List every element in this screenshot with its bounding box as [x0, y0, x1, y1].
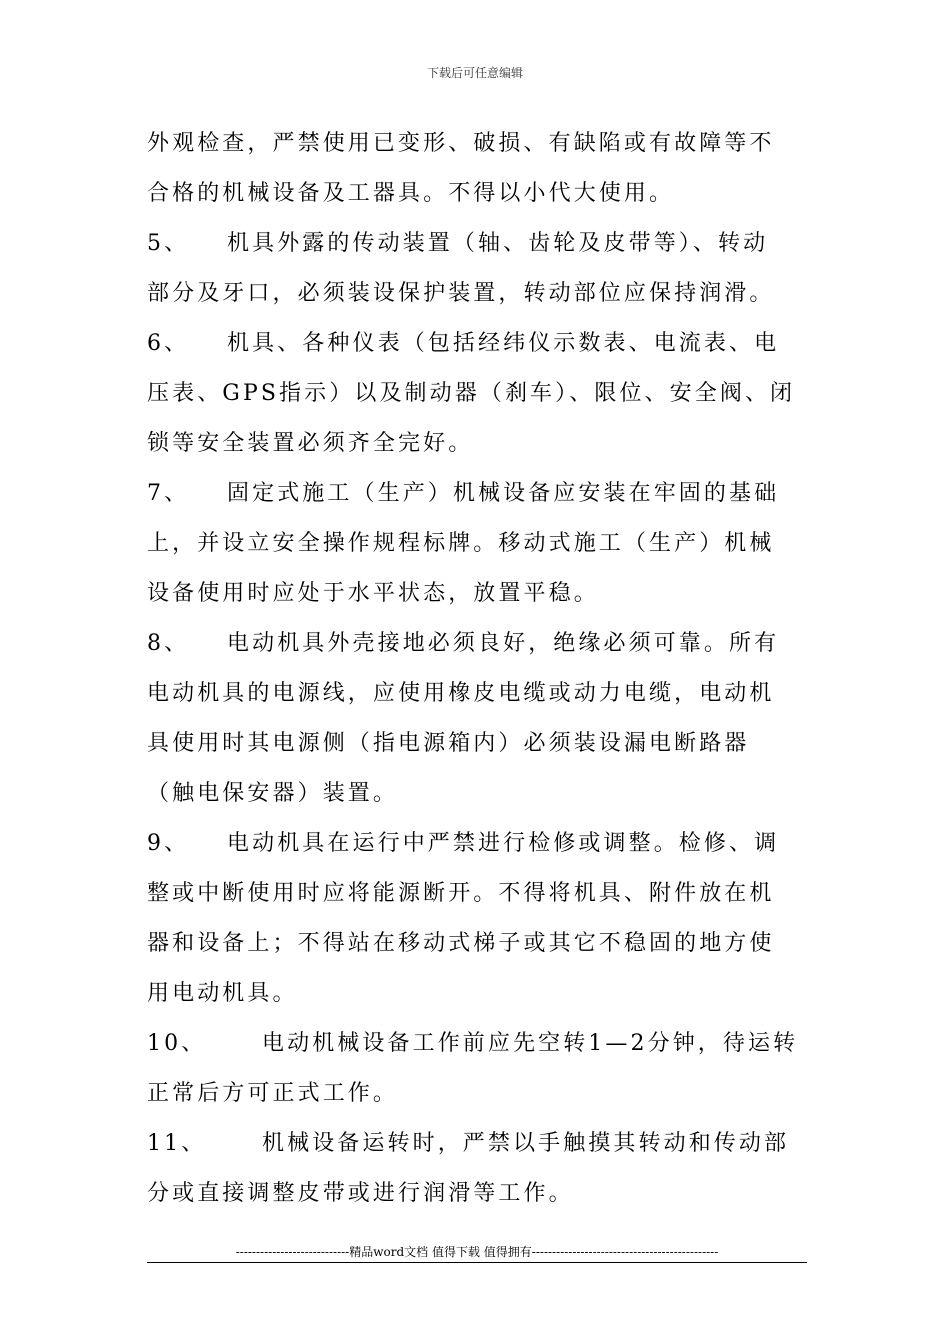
line-text: 机具、各种仪表（包括经纬仪示数表、电流表、电: [227, 331, 780, 356]
line-text: 合格的机械设备及工器具。不得以小代大使用。: [147, 181, 675, 206]
line-text: 用电动机具。: [147, 981, 298, 1006]
text-line: [147, 269, 807, 319]
text-line: [147, 519, 807, 569]
text-line: [147, 569, 807, 619]
item-number: 6、: [147, 331, 190, 356]
line-text: 具使用时其电源侧（指电源箱内）必须装设漏电断路器: [147, 731, 750, 756]
text-line: [147, 819, 807, 869]
line-text: 电动机具外壳接地必须良好，绝缘必须可靠。所有: [227, 631, 780, 656]
line-text: 器和设备上；不得站在移动式梯子或其它不稳固的地方使: [147, 931, 775, 956]
text-line: [147, 1069, 807, 1119]
text-line: [147, 219, 807, 269]
line-text: 正常后方可正式工作。: [147, 1081, 399, 1106]
line-text: 部分及牙口，必须装设保护装置，转动部位应保持润滑。: [147, 281, 775, 306]
line-text: 电动机械设备工作前应先空转1—2分钟，待运转: [262, 1031, 799, 1056]
item-number: 10、: [147, 1031, 207, 1056]
text-line: [147, 319, 807, 369]
text-line: [147, 669, 807, 719]
item-number: 5、: [147, 231, 190, 256]
text-line: [147, 469, 807, 519]
item-number: 9、: [147, 831, 190, 856]
line-text: 外观检查，严禁使用已变形、破损、有缺陷或有故障等不: [147, 131, 775, 156]
line-text: 分或直接调整皮带或进行润滑等工作。: [147, 1181, 574, 1206]
text-line: [147, 619, 807, 669]
line-text: 电动机具的电源线，应使用橡皮电缆或动力电缆，电动机: [147, 681, 775, 706]
line-text: 电动机具在运行中严禁进行检修或调整。检修、调: [227, 831, 780, 856]
text-line: [147, 1019, 807, 1069]
item-number: 8、: [147, 631, 190, 656]
line-text: 机械设备运转时，严禁以手触摸其转动和传动部: [262, 1131, 790, 1156]
line-text: 上，并设立安全操作规程标牌。移动式施工（生产）机械: [147, 531, 775, 556]
line-text: 固定式施工（生产）机械设备应安装在牢固的基础: [227, 481, 780, 506]
text-line: [147, 719, 807, 769]
line-text: 锁等安全装置必须齐全完好。: [147, 431, 474, 456]
item-number: 11、: [147, 1131, 207, 1156]
line-text: 机具外露的传动装置（轴、齿轮及皮带等）、转动: [227, 231, 769, 256]
footer-rule: [147, 1262, 807, 1263]
line-text: （触电保安器）装置。: [147, 781, 399, 806]
text-line: [147, 419, 807, 469]
page-header: 下载后可任意编辑: [426, 66, 523, 80]
text-line: [147, 919, 807, 969]
line-text: 整或中断使用时应将能源断开。不得将机具、附件放在机: [147, 881, 775, 906]
text-line: [147, 169, 807, 219]
item-number: 7、: [147, 481, 190, 506]
text-line: [147, 1169, 807, 1219]
text-line: [147, 769, 807, 819]
line-text: 设备使用时应处于水平状态，放置平稳。: [147, 581, 599, 606]
text-line: [147, 119, 807, 169]
page-footer: ----------------------------精品word文档 值得下载 值得拥有----------------------------------------------: [235, 1245, 719, 1259]
text-line: [147, 869, 807, 919]
body-text: [147, 119, 807, 1219]
text-line: [147, 369, 807, 419]
text-line: [147, 969, 807, 1019]
text-line: [147, 1119, 807, 1169]
line-text: 压表、GPS指示）以及制动器（刹车）、限位、安全阀、闭: [147, 381, 796, 406]
